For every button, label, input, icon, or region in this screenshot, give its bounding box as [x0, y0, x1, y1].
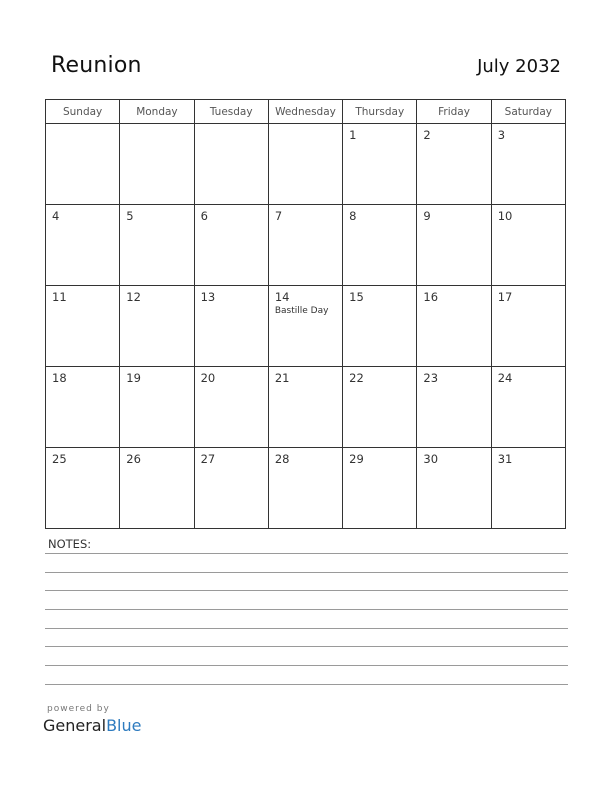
day-number: 21 — [274, 371, 290, 385]
day-number: 14 — [274, 290, 290, 304]
day-cell — [120, 448, 194, 529]
note-line — [45, 628, 568, 629]
day-cell — [268, 205, 342, 286]
generalblue-logo — [43, 716, 141, 735]
weekday-sunday: Sunday — [46, 100, 120, 124]
day-cell — [46, 448, 120, 529]
day-number: 30 — [423, 452, 439, 466]
note-line — [45, 590, 568, 591]
day-number: 10 — [497, 209, 513, 223]
day-cell — [268, 367, 342, 448]
day-number: 20 — [200, 371, 216, 385]
note-line — [45, 553, 568, 554]
day-number: 1 — [349, 128, 357, 142]
day-cell — [343, 124, 417, 205]
note-line — [45, 609, 568, 610]
weekday-saturday: Saturday — [491, 100, 565, 124]
day-cell — [120, 286, 194, 367]
note-line — [45, 646, 568, 647]
day-number: 18 — [52, 371, 67, 385]
day-number: 24 — [497, 371, 513, 385]
day-number: 7 — [274, 209, 283, 223]
day-number: 25 — [52, 452, 67, 466]
day-cell — [491, 205, 565, 286]
day-cell — [46, 124, 120, 205]
day-number: 19 — [126, 371, 141, 385]
day-cell — [417, 367, 491, 448]
calendar-grid — [45, 99, 566, 529]
day-cell — [46, 205, 120, 286]
day-cell — [268, 124, 342, 205]
day-cell — [491, 367, 565, 448]
week-row — [46, 367, 566, 448]
note-line — [45, 684, 568, 685]
day-number: 31 — [497, 452, 513, 466]
week-row — [46, 124, 566, 205]
day-number: 5 — [126, 209, 134, 223]
weekday-monday: Monday — [120, 100, 194, 124]
day-number: 8 — [349, 209, 357, 223]
note-line — [45, 665, 568, 666]
day-cell — [491, 124, 565, 205]
note-line — [45, 572, 568, 573]
day-cell — [194, 286, 268, 367]
day-cell — [417, 205, 491, 286]
day-cell — [417, 286, 491, 367]
day-cell — [194, 448, 268, 529]
day-number: 13 — [200, 290, 216, 304]
day-number: 23 — [423, 371, 439, 385]
day-cell — [120, 205, 194, 286]
day-number: 4 — [52, 209, 60, 223]
day-cell — [343, 205, 417, 286]
day-cell — [417, 448, 491, 529]
day-cell — [120, 367, 194, 448]
weekday-thursday: Thursday — [343, 100, 417, 124]
week-row — [46, 286, 566, 367]
day-cell — [417, 124, 491, 205]
notes-label: NOTES: — [48, 537, 92, 551]
day-cell — [268, 448, 342, 529]
day-number: 26 — [126, 452, 141, 466]
day-cell — [268, 286, 342, 367]
brand-part-general: General — [43, 716, 107, 735]
day-number: 16 — [423, 290, 439, 304]
week-row — [46, 448, 566, 529]
day-cell — [491, 448, 565, 529]
day-number: 29 — [349, 452, 364, 466]
day-cell — [194, 205, 268, 286]
day-cell — [343, 367, 417, 448]
weekday-tuesday: Tuesday — [194, 100, 268, 124]
holiday-label: Bastille Day — [274, 306, 329, 316]
day-cell — [46, 367, 120, 448]
day-number: 12 — [126, 290, 141, 304]
day-number: 2 — [423, 128, 431, 142]
day-number: 9 — [423, 209, 431, 223]
weekday-header-row — [46, 100, 566, 124]
day-number: 22 — [349, 371, 364, 385]
day-number: 11 — [52, 290, 67, 304]
day-cell — [194, 124, 268, 205]
day-number: 17 — [497, 290, 513, 304]
calendar-month-title: July 2032 — [477, 56, 561, 77]
day-number: 6 — [200, 209, 208, 223]
weekday-wednesday: Wednesday — [268, 100, 342, 124]
weekday-friday: Friday — [417, 100, 491, 124]
day-cell — [343, 448, 417, 529]
day-number: 28 — [274, 452, 290, 466]
day-number: 27 — [200, 452, 216, 466]
day-cell — [491, 286, 565, 367]
day-cell — [343, 286, 417, 367]
powered-by-label: powered by — [47, 704, 110, 714]
calendar-region-title: Reunion — [51, 53, 142, 78]
brand-part-blue: Blue — [106, 716, 142, 735]
day-number: 15 — [349, 290, 364, 304]
day-cell — [120, 124, 194, 205]
day-cell — [46, 286, 120, 367]
day-cell — [194, 367, 268, 448]
week-row — [46, 205, 566, 286]
day-number: 3 — [497, 128, 506, 142]
